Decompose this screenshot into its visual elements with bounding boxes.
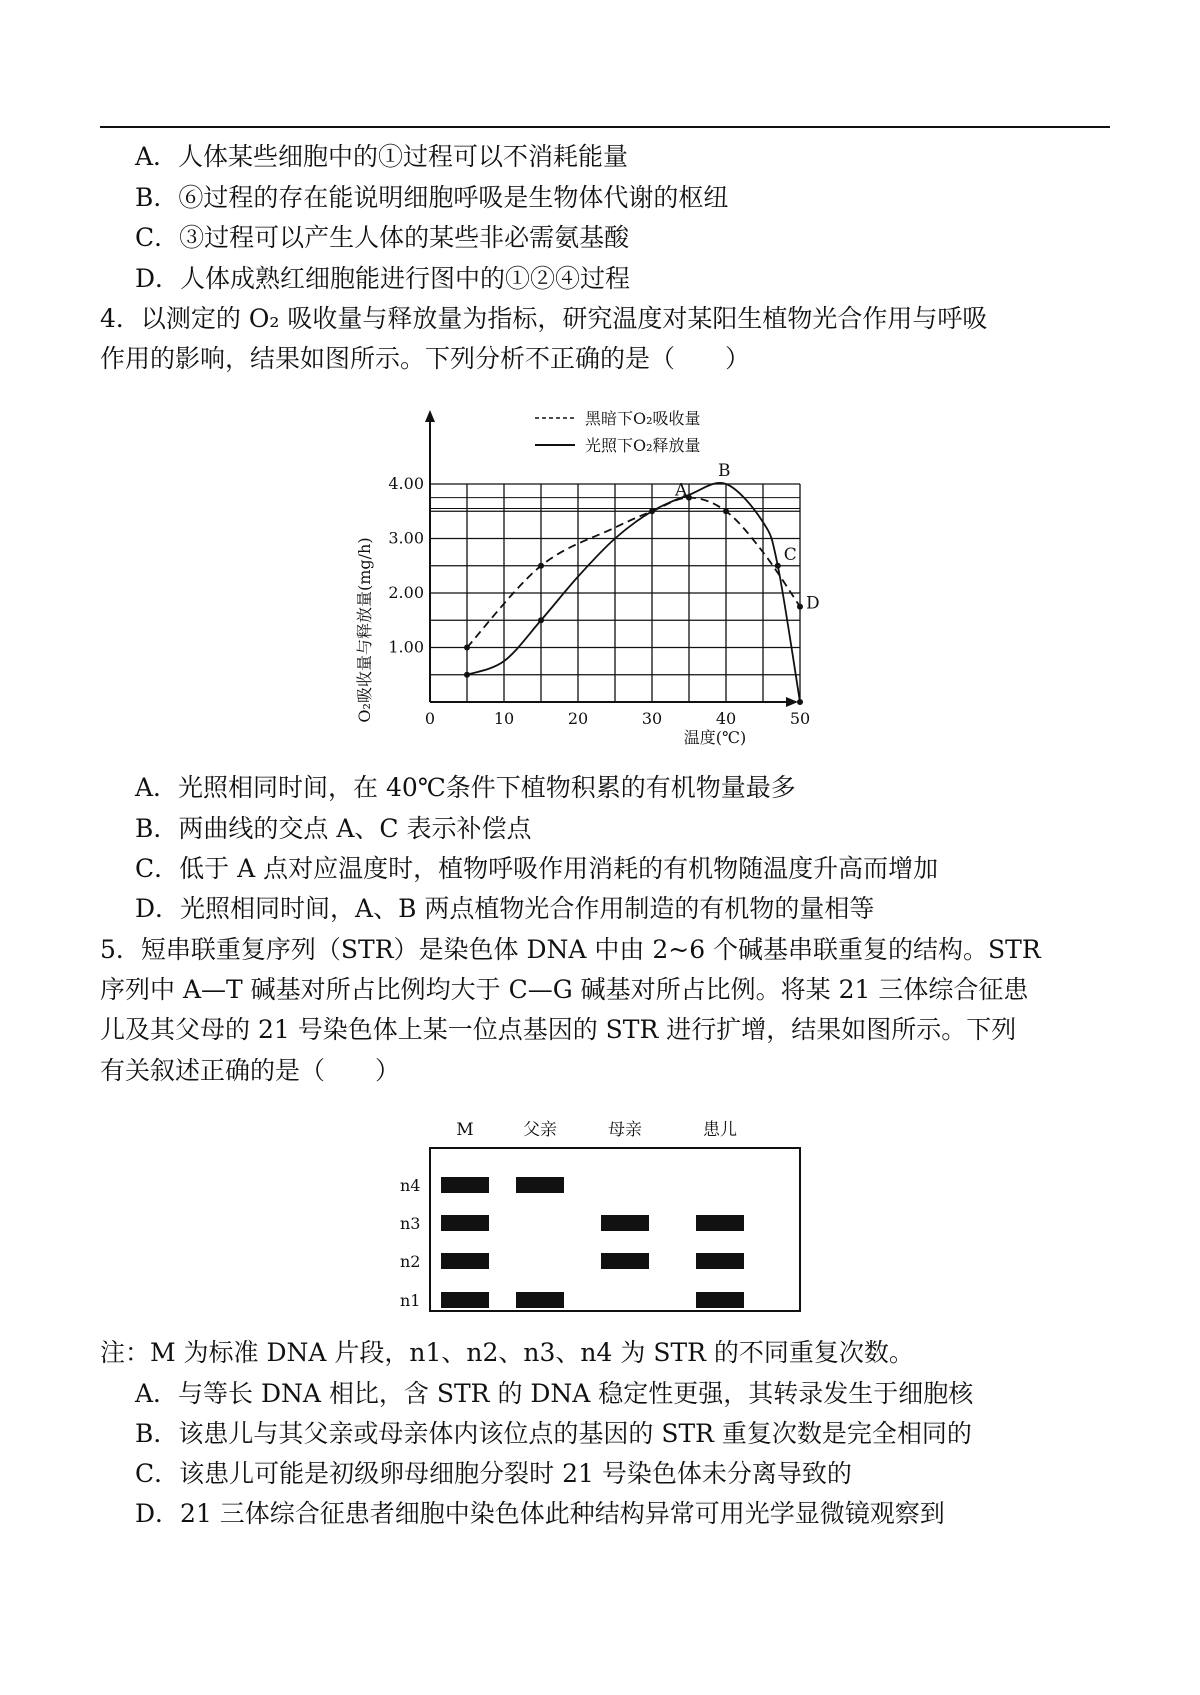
x-tick-label: 50: [789, 709, 811, 728]
chart-ticks: [388, 474, 810, 728]
point-label-c: C: [783, 544, 797, 565]
gel-row-label: n2: [400, 1252, 421, 1271]
q5-stem-line1: 5．短串联重复序列（STR）是染色体 DNA 中由 2~6 个碱基串联重复的结构。STR: [100, 935, 1041, 964]
x-tick-label: 40: [715, 709, 737, 728]
y-tick-label: 2.00: [388, 583, 424, 602]
data-point: [797, 699, 803, 705]
top-rule: [100, 126, 1110, 128]
gel-band: [516, 1177, 564, 1193]
gel-band: [696, 1292, 744, 1308]
data-point: [464, 645, 470, 651]
gel-lane-labels: [456, 1120, 737, 1140]
x-axis-arrow: [786, 697, 798, 707]
data-point: [723, 508, 729, 514]
q5-stem-line3: 儿及其父母的 21 号染色体上某一位点基因的 STR 进行扩增，结果如图所示。下列: [100, 1015, 1017, 1044]
q4-stem-line2: 作用的影响，结果如图所示。下列分析不正确的是（ ）: [100, 344, 751, 373]
data-point: [538, 563, 544, 569]
gel-lane-label: 患儿: [703, 1120, 737, 1140]
gel-band: [696, 1215, 744, 1231]
gel-band: [601, 1253, 649, 1269]
o2-temperature-chart: [340, 400, 820, 750]
q5-stem-line4: 有关叙述正确的是（ ）: [100, 1056, 401, 1085]
x-tick-label: 0: [424, 709, 436, 728]
q4-option-a: A．光照相同时间，在 40℃条件下植物积累的有机物量最多: [135, 773, 796, 802]
gel-band: [441, 1215, 489, 1231]
y-tick-label: 3.00: [388, 528, 424, 548]
q5-option-c: C．该患儿可能是初级卵母细胞分裂时 21 号染色体未分离导致的: [135, 1459, 852, 1488]
gel-lane-label: 父亲: [523, 1120, 557, 1140]
q4-option-d: D．光照相同时间，A、B 两点植物光合作用制造的有机物的量相等: [135, 894, 875, 923]
gel-band: [441, 1177, 489, 1193]
gel-band: [441, 1292, 489, 1308]
legend-label-light: 光照下O₂释放量: [585, 436, 701, 455]
gel-bands: [441, 1177, 744, 1308]
y-axis-label: O₂吸收量与释放量(mg/h): [355, 537, 374, 723]
q3-option-c: C．③过程可以产生人体的某些非必需氨基酸: [135, 223, 630, 252]
gel-row-label: n3: [400, 1214, 421, 1233]
series-dark-o2-uptake: [467, 498, 800, 648]
gel-lane-label: 母亲: [608, 1120, 642, 1140]
x-tick-label: 20: [567, 709, 589, 728]
q5-option-d: D．21 三体综合征患者细胞中染色体此种结构异常可用光学显微镜观察到: [135, 1499, 945, 1528]
data-point: [649, 508, 655, 514]
gel-row-label: n1: [400, 1291, 421, 1310]
q3-option-a: A．人体某些细胞中的①过程可以不消耗能量: [135, 142, 629, 171]
data-point: [464, 672, 470, 678]
x-tick-label: 10: [493, 709, 515, 728]
gel-lane-label: M: [456, 1120, 474, 1140]
point-label-b: B: [718, 461, 731, 481]
y-tick-label: 1.00: [388, 637, 424, 657]
q4-option-c: C．低于 A 点对应温度时，植物呼吸作用消耗的有机物随温度升高而增加: [135, 854, 939, 883]
gel-band: [516, 1292, 564, 1308]
chart-legend: [535, 409, 701, 455]
gel-band: [441, 1253, 489, 1269]
data-point: [775, 563, 781, 569]
gel-band: [601, 1215, 649, 1231]
str-gel-figure: [400, 1113, 820, 1318]
q4-option-b: B．两曲线的交点 A、C 表示补偿点: [135, 814, 532, 843]
point-label-a: A: [675, 480, 688, 501]
y-tick-label: 4.00: [388, 474, 424, 493]
point-label-d: D: [806, 593, 820, 614]
q5-note: 注：M 为标准 DNA 片段，n1、n2、n3、n4 为 STR 的不同重复次数。: [100, 1338, 914, 1367]
q3-option-d: D．人体成熟红细胞能进行图中的①②④过程: [135, 264, 631, 293]
q3-option-b: B．⑥过程的存在能说明细胞呼吸是生物体代谢的枢纽: [135, 183, 729, 212]
gel-row-labels: [400, 1176, 420, 1310]
y-axis-arrow: [425, 410, 435, 422]
gel-row-label: n4: [400, 1176, 421, 1195]
x-axis-label: 温度(℃): [683, 728, 747, 747]
q4-stem-line1: 4．以测定的 O₂ 吸收量与释放量为指标，研究温度对某阳生植物光合作用与呼吸: [100, 304, 988, 333]
data-point: [797, 604, 803, 610]
data-point: [538, 617, 544, 623]
legend-label-dark: 黑暗下O₂吸收量: [585, 409, 701, 428]
chart-series: [464, 480, 803, 705]
gel-band: [696, 1253, 744, 1269]
q5-option-b: B．该患儿与其父亲或母亲体内该位点的基因的 STR 重复次数是完全相同的: [135, 1419, 972, 1448]
q5-option-a: A．与等长 DNA 相比，含 STR 的 DNA 稳定性更强，其转录发生于细胞核: [135, 1379, 974, 1408]
q5-stem-line2: 序列中 A—T 碱基对所占比例均大于 C—G 碱基对所占比例。将某 21 三体综合征患: [100, 975, 1029, 1004]
x-tick-label: 30: [641, 709, 663, 728]
